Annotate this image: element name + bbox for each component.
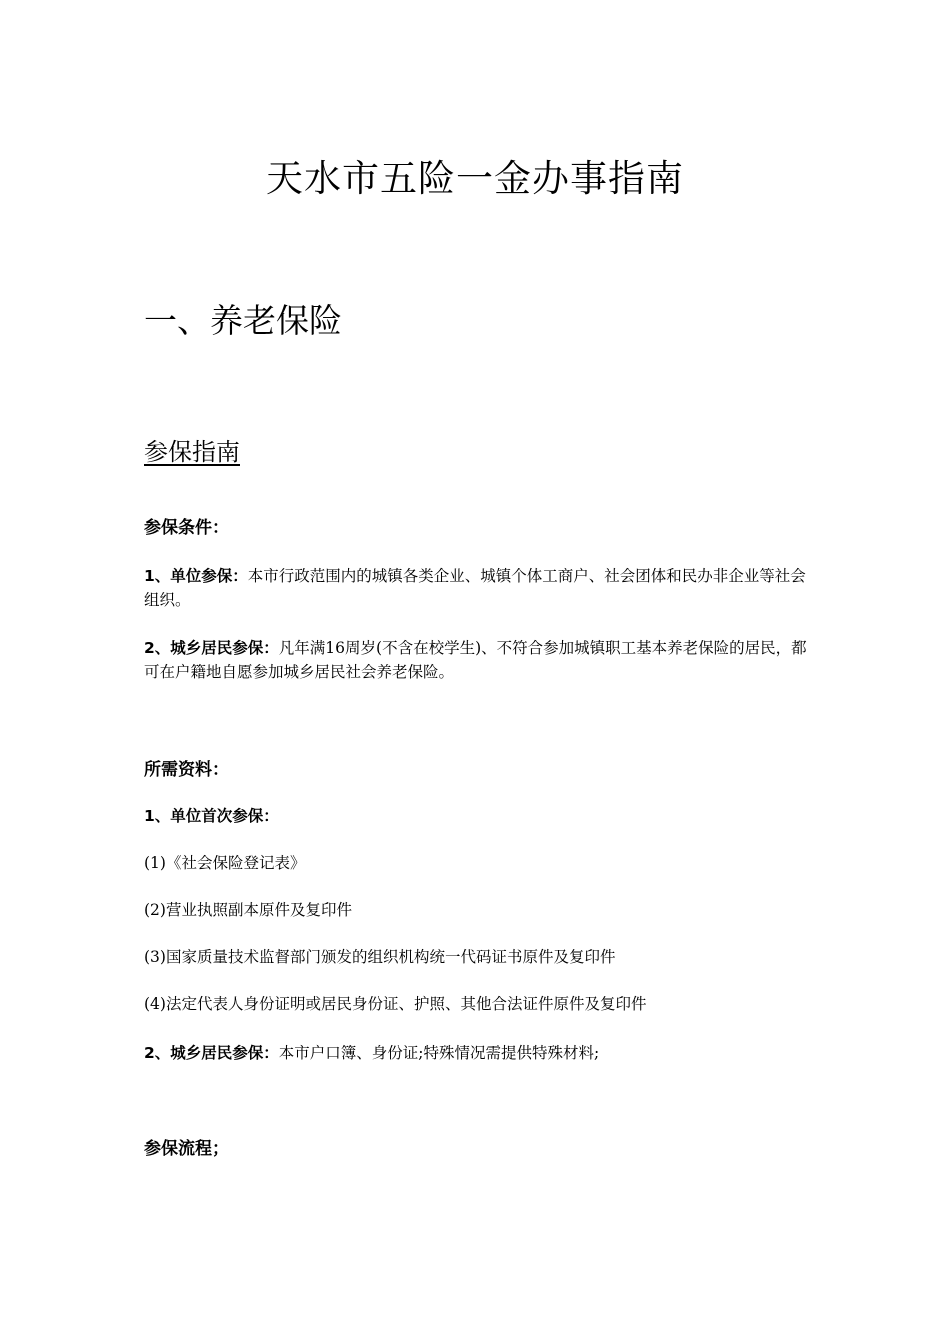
section-heading-pension: 一、养老保险 <box>144 301 342 340</box>
condition-resident-paragraph <box>144 636 814 684</box>
condition-resident-label: 2、城乡居民参保： <box>144 639 279 657</box>
document-title: 天水市五险一金办事指南 <box>266 157 684 200</box>
materials-item: (4)法定代表人身份证明或居民身份证、护照、其他合法证件原件及复印件 <box>144 995 647 1013</box>
materials-heading: 所需资料： <box>144 760 229 780</box>
conditions-heading: 参保条件： <box>144 518 229 538</box>
subsection-heading-guide: 参保指南 <box>144 438 240 466</box>
materials-unit-first-label: 1、单位首次参保： <box>144 807 279 825</box>
process-heading: 参保流程； <box>144 1139 229 1159</box>
materials-item: (2)营业执照副本原件及复印件 <box>144 901 352 919</box>
condition-unit-label: 1、单位参保： <box>144 567 248 585</box>
materials-resident-label: 2、城乡居民参保： <box>144 1044 279 1062</box>
materials-item: (3)国家质量技术监督部门颁发的组织机构统一代码证书原件及复印件 <box>144 948 616 966</box>
condition-unit-text: 本市行政范围内的城镇各类企业、城镇个体工商户、社会团体和民办非企业等社会组织。 <box>144 567 806 609</box>
materials-resident-paragraph <box>144 1041 814 1065</box>
materials-resident-text: 本市户口簿、身份证;特殊情况需提供特殊材料; <box>278 1044 600 1062</box>
condition-unit-paragraph <box>144 564 814 612</box>
condition-resident-text: 凡年满16周岁(不含在校学生)、不符合参加城镇职工基本养老保险的居民，都可在户籍地自愿参加城乡居民社会养老保险。 <box>144 639 807 681</box>
materials-item: (1)《社会保险登记表》 <box>144 854 306 872</box>
